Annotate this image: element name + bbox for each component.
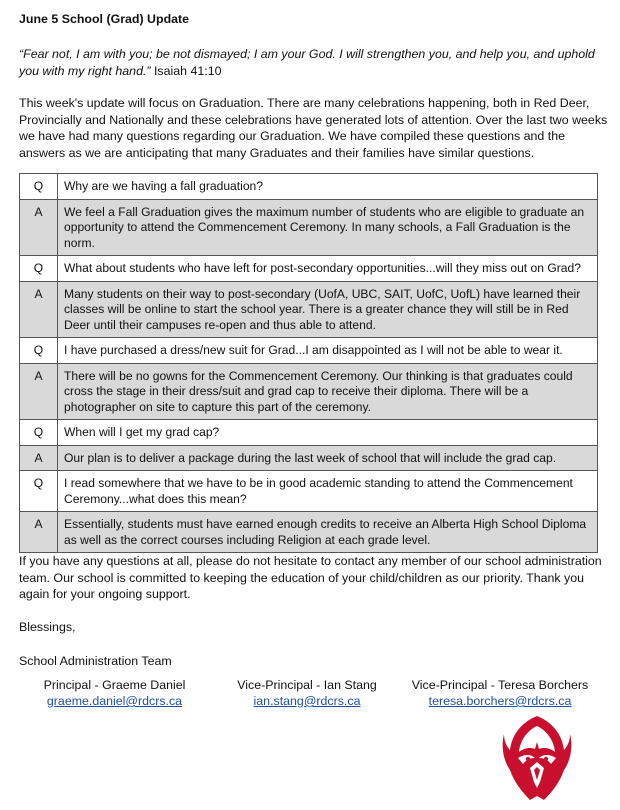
signature-role: Principal - Graeme Daniel — [43, 678, 186, 692]
table-row — [20, 363, 598, 420]
qa-table — [19, 173, 598, 553]
table-row — [20, 281, 598, 338]
page-title: June 5 School (Grad) Update — [19, 12, 190, 26]
row-label: A — [20, 445, 58, 471]
table-row — [20, 199, 598, 256]
signature-role: Vice-Principal - Ian Stang — [237, 678, 377, 692]
row-label: Q — [20, 471, 58, 512]
row-text: I have purchased a dress/new suit for Grad...I am disappointed as I will not be able to wear it. — [58, 338, 598, 364]
table-row — [20, 256, 598, 282]
quote-text: “Fear not, I am with you; be not dismayed; I am your God. I will strengthen you, and help you, and uphold you with my right hand.” — [19, 47, 595, 78]
row-label: Q — [20, 256, 58, 282]
row-label: A — [20, 512, 58, 553]
row-text: Why are we having a fall graduation? — [58, 174, 598, 200]
signature-principal — [32, 677, 197, 709]
row-label: Q — [20, 420, 58, 446]
row-text: I read somewhere that we have to be in good academic standing to attend the Commencement Ceremony...what does this mean? — [58, 471, 598, 512]
row-text: Many students on their way to post-secondary (UofA, UBC, SAIT, UofC, UofL) have learned their classes will be online to start the school year. There is a greater chance they will still be in Red Deer until their campuses re-open and thus able to attend. — [58, 281, 598, 338]
closing-paragraph: If you have any questions at all, please do not hesitate to contact any member of our school administration team. Our school is committed to keeping the education of your child/children as our priority. Thank you again for your ongoing support. — [19, 554, 602, 601]
scripture-quote — [19, 46, 604, 79]
email-link[interactable]: teresa.borchers@rdcrs.ca — [428, 694, 572, 708]
row-text: Essentially, students must have earned enough credits to receive an Alberta High School Diploma as well as the correct courses including Religion at each grade level. — [58, 512, 598, 553]
row-text: Our plan is to deliver a package during the last week of school that will include the grad cap. — [58, 445, 598, 471]
row-text: What about students who have left for post-secondary opportunities...will they miss out on Grad? — [58, 256, 598, 282]
row-text: When will I get my grad cap? — [58, 420, 598, 446]
eagle-logo-icon — [500, 712, 574, 804]
table-row — [20, 174, 598, 200]
table-row — [20, 338, 598, 364]
team-signature: School Administration Team — [19, 654, 172, 668]
blessings-text: Blessings, — [19, 620, 76, 634]
quote-reference: Isaiah 41:10 — [150, 63, 222, 78]
row-label: A — [20, 199, 58, 256]
row-label: Q — [20, 174, 58, 200]
table-row — [20, 512, 598, 553]
signature-vice-principal-stang — [222, 677, 392, 709]
intro-paragraph: This week's update will focus on Graduation. There are many celebrations happening, both in Red Deer, Provincially and Nationally and these celebrations have generated lots of attention. Over the last two weeks we have had many questions regarding our Graduation. We have compiled these questions and the answers as we are anticipating that many Graduates and their families have similar questions. — [19, 96, 608, 160]
signature-role: Vice-Principal - Teresa Borchers — [411, 678, 589, 692]
email-link[interactable]: ian.stang@rdcrs.ca — [253, 694, 361, 708]
row-label: A — [20, 363, 58, 420]
row-label: Q — [20, 338, 58, 364]
signature-vice-principal-borchers — [405, 677, 595, 709]
table-row — [20, 420, 598, 446]
table-row — [20, 445, 598, 471]
row-text: There will be no gowns for the Commencement Ceremony. Our thinking is that graduates could cross the stage in their dress/suit and grad cap to receive their diploma. There will be a photographer on site to capture this part of the ceremony. — [58, 363, 598, 420]
email-link[interactable]: graeme.daniel@rdcrs.ca — [46, 694, 183, 708]
row-label: A — [20, 281, 58, 338]
row-text: We feel a Fall Graduation gives the maximum number of students who are eligible to graduate an opportunity to attend the Commencement Ceremony. In many schools, a Fall Graduation is the norm. — [58, 199, 598, 256]
table-row — [20, 471, 598, 512]
